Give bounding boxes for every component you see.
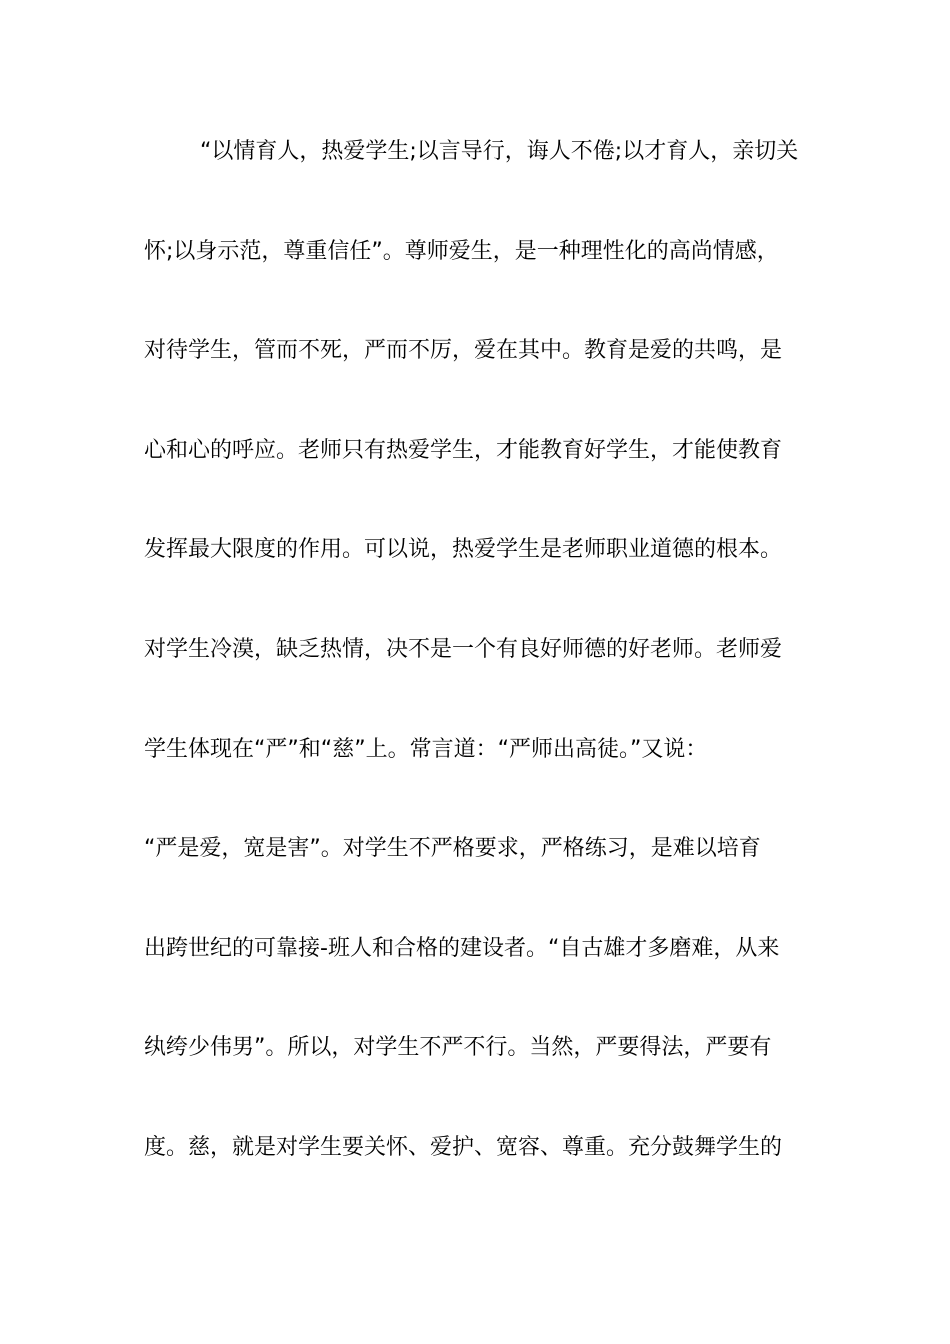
text-line: 对学生冷漠，缺乏热情，决不是一个有良好师德的好老师。老师爱 bbox=[144, 636, 783, 662]
text-line: 度。慈，就是对学生要关怀、爱护、宽容、尊重。充分鼓舞学生的 bbox=[144, 1134, 783, 1160]
text-line: 对待学生，管而不死，严而不厉，爱在其中。教育是爱的共鸣，是 bbox=[144, 338, 783, 364]
text-line: 纨绔少伟男”。所以，对学生不严不行。当然，严要得法，严要有 bbox=[144, 1035, 772, 1061]
text-line: 怀;以身示范，尊重信任”。尊师爱生，是一种理性化的高尚情感， bbox=[144, 238, 779, 264]
text-line: 出跨世纪的可靠接-班人和合格的建设者。“自古雄才多磨难，从来 bbox=[144, 935, 780, 961]
text-line: 心和心的呼应。老师只有热爱学生，才能教育好学生，才能使教育 bbox=[144, 437, 783, 463]
body-text bbox=[144, 132, 824, 1228]
text-line: “以情育人，热爱学生;以言导行，诲人不倦;以才育人，亲切关 bbox=[200, 139, 799, 164]
text-line: 发挥最大限度的作用。可以说，热爱学生是老师职业道德的根本。 bbox=[144, 537, 783, 563]
text-line: 学生体现在“严”和“慈”上。常言道：“严师出高徒。”又说： bbox=[144, 736, 708, 762]
text-line: “严是爱，宽是害”。对学生不严格要求，严格练习，是难以培育 bbox=[144, 836, 761, 862]
